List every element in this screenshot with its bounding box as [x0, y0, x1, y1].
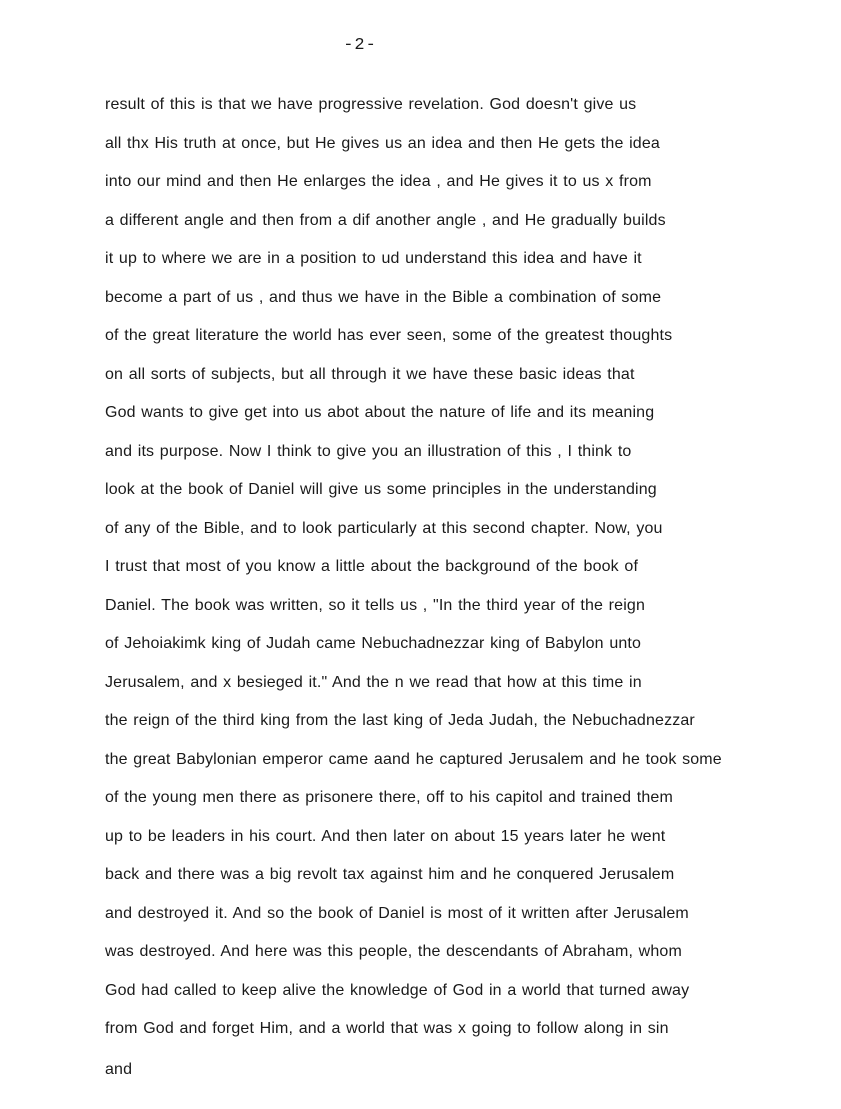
text-line: and	[105, 1060, 133, 1078]
text-line: on all sorts of subjects, but all through it we have these basic ideas that	[105, 365, 635, 383]
text-line: a different angle and then from a dif another angle , and He gradually builds	[105, 211, 666, 229]
text-line: God had called to keep alive the knowledge of God in a world that turned away	[105, 981, 690, 999]
text-line: of the young men there as prisonere there, off to his capitol and trained them	[105, 789, 673, 806]
text-line: from God and forget Him, and a world that was x going to follow along in sin	[105, 1020, 669, 1037]
text-line: I trust that most of you know a little about the background of the book of	[105, 558, 639, 575]
text-line: of Jehoiakimk king of Judah came Nebuchadnezzar king of Babylon unto	[105, 635, 642, 652]
text-line: of any of the Bible, and to look particularly at this second chapter. Now, you	[105, 519, 663, 537]
text-line: the reign of the third king from the last king of Jeda Judah, the Nebuchadnezzar	[105, 712, 695, 729]
text-line: become a part of us , and thus we have in the Bible a combination of some	[105, 288, 662, 306]
text-line: Daniel. The book was written, so it tells us , "In the third year of the reign	[105, 596, 646, 614]
text-line: the great Babylonian emperor came aand he captured Jerusalem and he took some	[105, 750, 722, 768]
text-line: up to be leaders in his court. And then later on about 15 years later he went	[105, 827, 666, 845]
text-line: God wants to give get into us abot about the nature of life and its meaning	[105, 404, 655, 421]
body-text	[105, 86, 805, 1089]
text-line: and destroyed it. And so the book of Daniel is most of it written after Jerusalem	[105, 904, 689, 922]
text-line: look at the book of Daniel will give us some principles in the understanding	[105, 481, 657, 498]
text-line: Jerusalem, and x besieged it." And the n we read that how at this time in	[105, 673, 642, 691]
text-line: back and there was a big revolt tax against him and he conquered Jerusalem	[105, 866, 675, 883]
text-line: was destroyed. And here was this people, the descendants of Abraham, whom	[105, 943, 682, 960]
page-number: -2-	[343, 36, 377, 55]
text-line: all thx His truth at once, but He gives us an idea and then He gets the idea	[105, 134, 660, 152]
text-line: into our mind and then He enlarges the idea , and He gives it to us x from	[105, 173, 652, 190]
text-line: it up to where we are in a position to ud understand this idea and have it	[105, 250, 642, 267]
text-line: result of this is that we have progressive revelation. God doesn't give us	[105, 96, 637, 113]
text-line: and its purpose. Now I think to give you an illustration of this , I think to	[105, 442, 632, 460]
text-line: of the great literature the world has ever seen, some of the greatest thoughts	[105, 327, 673, 344]
